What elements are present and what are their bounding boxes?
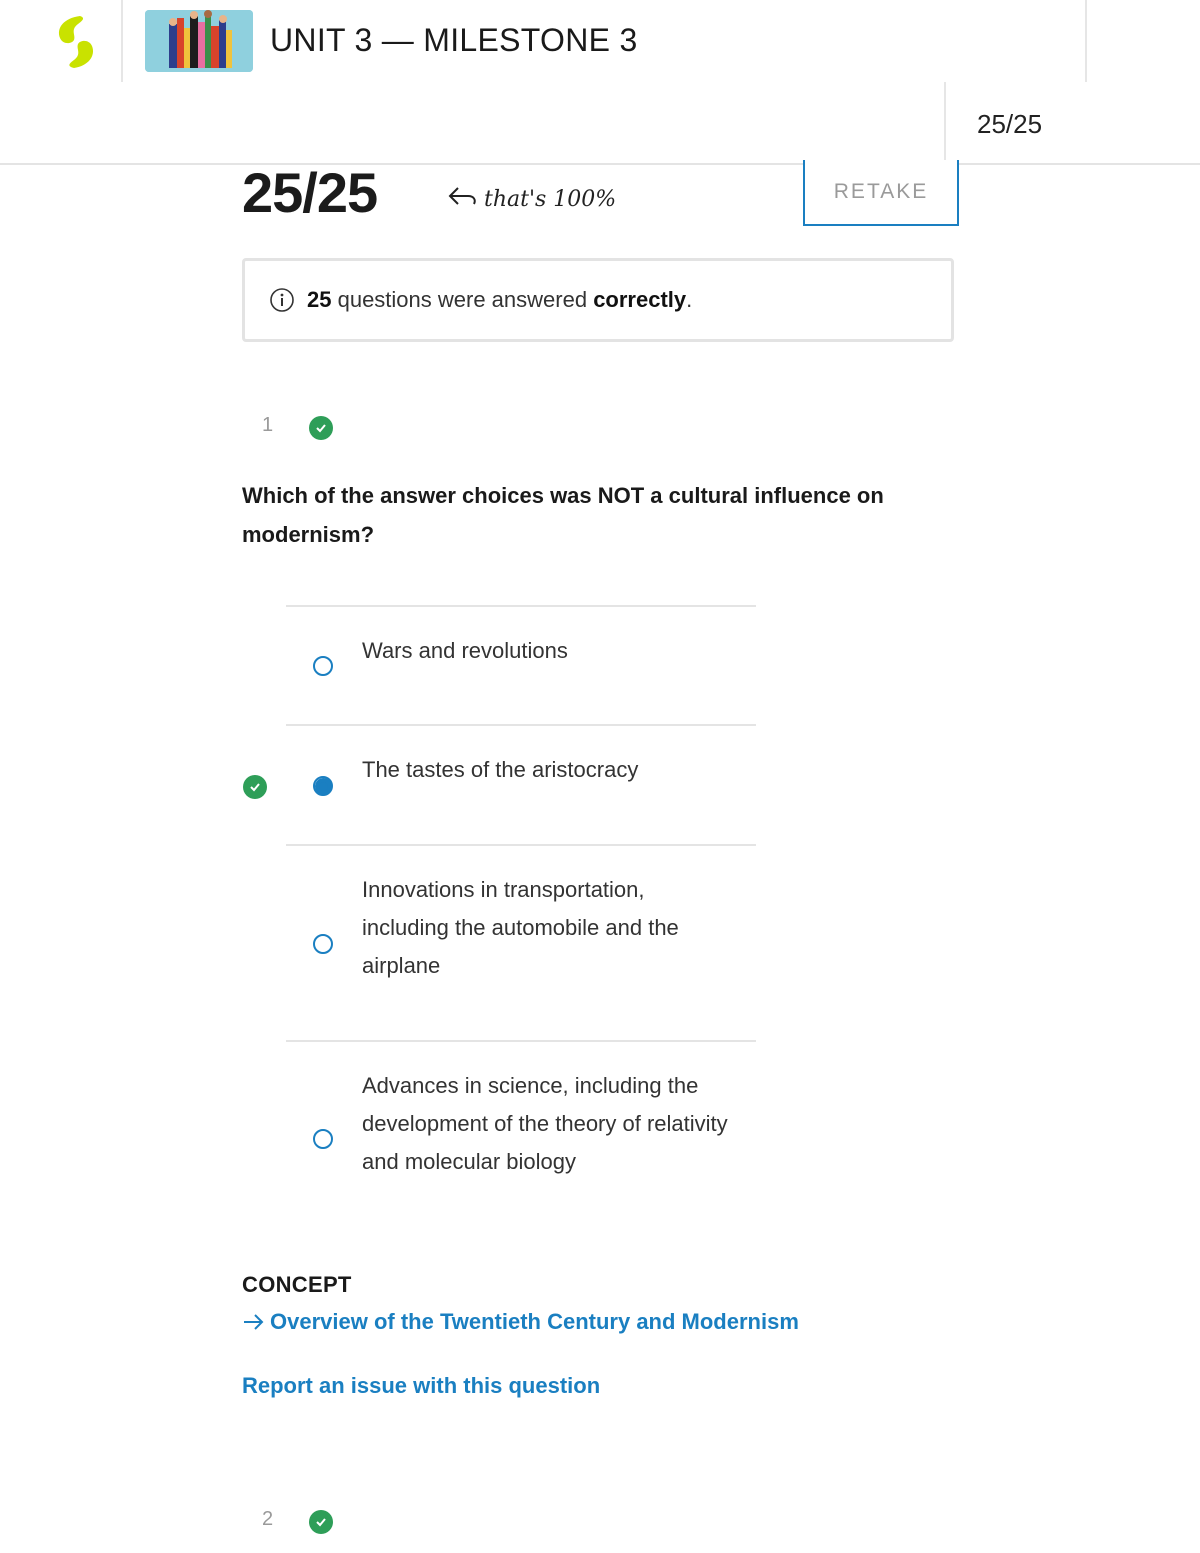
- page-title: UNIT 3 — MILESTONE 3: [270, 22, 638, 58]
- arrow-right-icon: [242, 1312, 266, 1332]
- info-icon: [269, 287, 295, 313]
- info-emph: correctly: [593, 287, 687, 312]
- option-divider: [286, 724, 756, 726]
- option-label-3[interactable]: Innovations in transportation, including the automobile and the airplane: [362, 877, 679, 978]
- concept-label: CONCEPT: [242, 1272, 352, 1297]
- question-number: 2: [262, 1508, 274, 1530]
- option-radio-2[interactable]: [313, 776, 333, 796]
- retake-button[interactable]: RETAKE: [803, 160, 959, 226]
- result-info-banner: [242, 258, 954, 342]
- option-radio-1[interactable]: [313, 656, 333, 676]
- unit-thumbnail: [145, 10, 253, 72]
- final-score: 25/25: [242, 161, 378, 224]
- question-number: 1: [262, 414, 274, 436]
- sophia-logo-icon[interactable]: [52, 14, 100, 70]
- header-score: 25/25: [977, 109, 1043, 139]
- option-divider: [286, 1040, 756, 1042]
- report-issue-link[interactable]: Report an issue with this question: [242, 1373, 601, 1398]
- score-note: [446, 184, 616, 214]
- option-radio-4[interactable]: [313, 1129, 333, 1149]
- concept-link[interactable]: [242, 1309, 799, 1335]
- info-end: .: [686, 287, 693, 312]
- header-divider: [121, 0, 123, 82]
- option-radio-3[interactable]: [313, 934, 333, 954]
- check-circle-icon: [243, 775, 267, 799]
- check-circle-icon: [309, 416, 333, 440]
- header-divider-right: [1085, 0, 1087, 82]
- question-text: Which of the answer choices was NOT a cultural influence on modernism?: [242, 483, 884, 547]
- option-label-4[interactable]: Advances in science, including the development of the theory of relativity and molecular biology: [362, 1073, 728, 1174]
- option-label-1[interactable]: Wars and revolutions: [362, 638, 568, 663]
- header-bottom-border: [0, 163, 1200, 165]
- option-divider: [286, 605, 756, 607]
- info-text: questions were answered: [331, 287, 594, 312]
- option-divider: [286, 844, 756, 846]
- score-divider: [944, 82, 946, 164]
- score-note-text: that's 100%: [484, 186, 617, 212]
- correct-count: 25: [307, 287, 332, 312]
- curved-arrow-icon: [446, 184, 478, 214]
- check-circle-icon: [309, 1510, 333, 1534]
- concept-link-text[interactable]: Overview of the Twentieth Century and Modernism: [270, 1309, 799, 1334]
- option-label-2[interactable]: The tastes of the aristocracy: [362, 757, 639, 782]
